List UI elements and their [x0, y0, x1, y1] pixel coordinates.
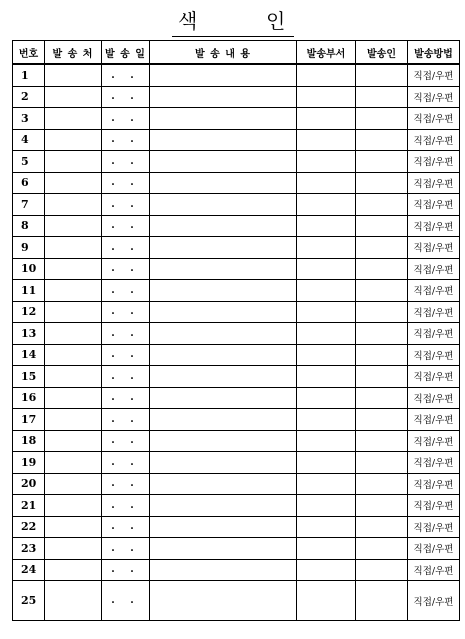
sender-cell[interactable]	[356, 108, 408, 130]
method-cell: 직접/우편	[408, 323, 460, 345]
method-cell: 직접/우편	[408, 172, 460, 194]
sender-cell[interactable]	[356, 409, 408, 431]
table-row	[13, 280, 460, 302]
department-cell[interactable]	[297, 86, 356, 108]
row-number: 23	[13, 538, 45, 560]
sender-cell[interactable]	[356, 516, 408, 538]
row-number: 6	[13, 172, 45, 194]
dispatch-date-cell[interactable]: . .	[102, 409, 150, 431]
method-cell: 직접/우편	[408, 108, 460, 130]
dispatch-date-cell[interactable]: . .	[102, 516, 150, 538]
dispatch-date-cell[interactable]: . .	[102, 473, 150, 495]
department-cell[interactable]	[297, 129, 356, 151]
row-number: 21	[13, 495, 45, 517]
header-department: 발송부서	[297, 41, 356, 65]
content-cell[interactable]	[150, 473, 297, 495]
table-row	[13, 151, 460, 173]
content-cell[interactable]	[150, 301, 297, 323]
method-cell: 직접/우편	[408, 409, 460, 431]
recipient-cell[interactable]	[45, 64, 102, 86]
recipient-cell[interactable]	[45, 237, 102, 259]
content-cell[interactable]	[150, 108, 297, 130]
method-cell: 직접/우편	[408, 495, 460, 517]
title-char-1: 색	[178, 9, 198, 33]
row-number: 8	[13, 215, 45, 237]
department-cell[interactable]	[297, 323, 356, 345]
dispatch-date-cell[interactable]: . .	[102, 538, 150, 560]
sender-cell[interactable]	[356, 344, 408, 366]
row-number: 22	[13, 516, 45, 538]
row-number: 9	[13, 237, 45, 259]
table-row	[13, 86, 460, 108]
row-number: 2	[13, 86, 45, 108]
dispatch-date-cell[interactable]: . .	[102, 258, 150, 280]
table-row	[13, 301, 460, 323]
content-cell[interactable]	[150, 215, 297, 237]
dispatch-date-cell[interactable]: . .	[102, 129, 150, 151]
content-cell[interactable]	[150, 172, 297, 194]
department-cell[interactable]	[297, 581, 356, 621]
sender-cell[interactable]	[356, 452, 408, 474]
method-cell: 직접/우편	[408, 215, 460, 237]
recipient-cell[interactable]	[45, 151, 102, 173]
recipient-cell[interactable]	[45, 108, 102, 130]
table-row	[13, 215, 460, 237]
dispatch-date-cell[interactable]: . .	[102, 559, 150, 581]
recipient-cell[interactable]	[45, 409, 102, 431]
method-cell: 직접/우편	[408, 280, 460, 302]
table-row	[13, 108, 460, 130]
department-cell[interactable]	[297, 108, 356, 130]
content-cell[interactable]	[150, 129, 297, 151]
header-row	[13, 41, 460, 65]
sender-cell[interactable]	[356, 86, 408, 108]
method-cell: 직접/우편	[408, 344, 460, 366]
title-char-2: 인	[266, 9, 286, 33]
dispatch-date-cell[interactable]: . .	[102, 86, 150, 108]
sender-cell[interactable]	[356, 473, 408, 495]
sender-cell[interactable]	[356, 495, 408, 517]
sender-cell[interactable]	[356, 538, 408, 560]
row-number: 4	[13, 129, 45, 151]
header-sender: 발송인	[356, 41, 408, 65]
method-cell: 직접/우편	[408, 430, 460, 452]
recipient-cell[interactable]	[45, 495, 102, 517]
dispatch-date-cell[interactable]: . .	[102, 108, 150, 130]
department-cell[interactable]	[297, 409, 356, 431]
dispatch-date-cell[interactable]: . .	[102, 194, 150, 216]
content-cell[interactable]	[150, 430, 297, 452]
recipient-cell[interactable]	[45, 301, 102, 323]
sender-cell[interactable]	[356, 323, 408, 345]
recipient-cell[interactable]	[45, 194, 102, 216]
department-cell[interactable]	[297, 172, 356, 194]
content-cell[interactable]	[150, 538, 297, 560]
header-recipient: 발 송 처	[45, 41, 102, 65]
recipient-cell[interactable]	[45, 387, 102, 409]
table-row	[13, 258, 460, 280]
recipient-cell[interactable]	[45, 86, 102, 108]
content-cell[interactable]	[150, 258, 297, 280]
sender-cell[interactable]	[356, 387, 408, 409]
method-cell: 직접/우편	[408, 387, 460, 409]
content-cell[interactable]	[150, 409, 297, 431]
department-cell[interactable]	[297, 538, 356, 560]
recipient-cell[interactable]	[45, 473, 102, 495]
table-row	[13, 194, 460, 216]
content-cell[interactable]	[150, 280, 297, 302]
row-number: 3	[13, 108, 45, 130]
title-underline	[172, 36, 294, 37]
content-cell[interactable]	[150, 237, 297, 259]
dispatch-date-cell[interactable]: . .	[102, 366, 150, 388]
row-number: 7	[13, 194, 45, 216]
dispatch-date-cell[interactable]: . .	[102, 280, 150, 302]
department-cell[interactable]	[297, 215, 356, 237]
department-cell[interactable]	[297, 301, 356, 323]
method-cell: 직접/우편	[408, 86, 460, 108]
dispatch-date-cell[interactable]: . .	[102, 323, 150, 345]
content-cell[interactable]	[150, 559, 297, 581]
content-cell[interactable]	[150, 366, 297, 388]
method-cell: 직접/우편	[408, 473, 460, 495]
dispatch-date-cell[interactable]: . .	[102, 237, 150, 259]
content-cell[interactable]	[150, 452, 297, 474]
sender-cell[interactable]	[356, 64, 408, 86]
recipient-cell[interactable]	[45, 215, 102, 237]
method-cell: 직접/우편	[408, 366, 460, 388]
sender-cell[interactable]	[356, 215, 408, 237]
row-number: 10	[13, 258, 45, 280]
content-cell[interactable]	[150, 194, 297, 216]
row-number: 25	[13, 581, 45, 621]
table-row	[13, 387, 460, 409]
table-row	[13, 129, 460, 151]
recipient-cell[interactable]	[45, 430, 102, 452]
sender-cell[interactable]	[356, 559, 408, 581]
row-number: 12	[13, 301, 45, 323]
header-date: 발 송 일	[102, 41, 150, 65]
table-row	[13, 516, 460, 538]
recipient-cell[interactable]	[45, 538, 102, 560]
table-row	[13, 473, 460, 495]
page-title	[0, 8, 465, 38]
recipient-cell[interactable]	[45, 258, 102, 280]
content-cell[interactable]	[150, 323, 297, 345]
dispatch-date-cell[interactable]: . .	[102, 172, 150, 194]
row-number: 20	[13, 473, 45, 495]
sender-cell[interactable]	[356, 366, 408, 388]
method-cell: 직접/우편	[408, 538, 460, 560]
row-number: 14	[13, 344, 45, 366]
table-row	[13, 344, 460, 366]
sender-cell[interactable]	[356, 194, 408, 216]
department-cell[interactable]	[297, 237, 356, 259]
method-cell: 직접/우편	[408, 516, 460, 538]
header-number: 번호	[13, 41, 45, 65]
dispatch-date-cell[interactable]: . .	[102, 581, 150, 621]
department-cell[interactable]	[297, 366, 356, 388]
recipient-cell[interactable]	[45, 172, 102, 194]
table-row	[13, 366, 460, 388]
row-number: 1	[13, 64, 45, 86]
table-row	[13, 430, 460, 452]
method-cell: 직접/우편	[408, 559, 460, 581]
content-cell[interactable]	[150, 86, 297, 108]
department-cell[interactable]	[297, 280, 356, 302]
table-row	[13, 538, 460, 560]
method-cell: 직접/우편	[408, 194, 460, 216]
department-cell[interactable]	[297, 344, 356, 366]
row-number: 13	[13, 323, 45, 345]
row-number: 11	[13, 280, 45, 302]
dispatch-date-cell[interactable]: . .	[102, 452, 150, 474]
row-number: 19	[13, 452, 45, 474]
row-number: 15	[13, 366, 45, 388]
sender-cell[interactable]	[356, 301, 408, 323]
dispatch-date-cell[interactable]: . .	[102, 495, 150, 517]
dispatch-date-cell[interactable]: . .	[102, 151, 150, 173]
department-cell[interactable]	[297, 559, 356, 581]
dispatch-date-cell[interactable]: . .	[102, 344, 150, 366]
content-cell[interactable]	[150, 151, 297, 173]
table-row	[13, 172, 460, 194]
table-row	[13, 323, 460, 345]
table-row	[13, 64, 460, 86]
department-cell[interactable]	[297, 258, 356, 280]
department-cell[interactable]	[297, 194, 356, 216]
sender-cell[interactable]	[356, 129, 408, 151]
dispatch-date-cell[interactable]: . .	[102, 387, 150, 409]
sender-cell[interactable]	[356, 237, 408, 259]
method-cell: 직접/우편	[408, 151, 460, 173]
recipient-cell[interactable]	[45, 559, 102, 581]
method-cell: 직접/우편	[408, 301, 460, 323]
dispatch-date-cell[interactable]: . .	[102, 301, 150, 323]
row-number: 24	[13, 559, 45, 581]
sender-cell[interactable]	[356, 280, 408, 302]
dispatch-date-cell[interactable]: . .	[102, 64, 150, 86]
method-cell: 직접/우편	[408, 64, 460, 86]
row-number: 16	[13, 387, 45, 409]
department-cell[interactable]	[297, 452, 356, 474]
row-number: 18	[13, 430, 45, 452]
sender-cell[interactable]	[356, 581, 408, 621]
recipient-cell[interactable]	[45, 366, 102, 388]
sender-cell[interactable]	[356, 151, 408, 173]
recipient-cell[interactable]	[45, 129, 102, 151]
content-cell[interactable]	[150, 495, 297, 517]
header-method: 발송방법	[408, 41, 460, 65]
recipient-cell[interactable]	[45, 581, 102, 621]
table-row	[13, 452, 460, 474]
sender-cell[interactable]	[356, 172, 408, 194]
dispatch-date-cell[interactable]: . .	[102, 215, 150, 237]
sender-cell[interactable]	[356, 430, 408, 452]
department-cell[interactable]	[297, 495, 356, 517]
table-row	[13, 495, 460, 517]
row-number: 5	[13, 151, 45, 173]
table-row	[13, 237, 460, 259]
content-cell[interactable]	[150, 387, 297, 409]
content-cell[interactable]	[150, 581, 297, 621]
recipient-cell[interactable]	[45, 280, 102, 302]
method-cell: 직접/우편	[408, 258, 460, 280]
department-cell[interactable]	[297, 473, 356, 495]
row-number: 17	[13, 409, 45, 431]
department-cell[interactable]	[297, 64, 356, 86]
sender-cell[interactable]	[356, 258, 408, 280]
department-cell[interactable]	[297, 151, 356, 173]
table-row	[13, 409, 460, 431]
recipient-cell[interactable]	[45, 323, 102, 345]
content-cell[interactable]	[150, 64, 297, 86]
method-cell: 직접/우편	[408, 237, 460, 259]
dispatch-date-cell[interactable]: . .	[102, 430, 150, 452]
department-cell[interactable]	[297, 516, 356, 538]
department-cell[interactable]	[297, 430, 356, 452]
content-cell[interactable]	[150, 344, 297, 366]
method-cell: 직접/우편	[408, 129, 460, 151]
recipient-cell[interactable]	[45, 452, 102, 474]
method-cell: 직접/우편	[408, 452, 460, 474]
recipient-cell[interactable]	[45, 516, 102, 538]
recipient-cell[interactable]	[45, 344, 102, 366]
content-cell[interactable]	[150, 516, 297, 538]
header-content: 발 송 내 용	[150, 41, 297, 65]
table-row	[13, 559, 460, 581]
dispatch-index-table	[12, 40, 460, 621]
department-cell[interactable]	[297, 387, 356, 409]
method-cell: 직접/우편	[408, 581, 460, 621]
table-row	[13, 581, 460, 621]
